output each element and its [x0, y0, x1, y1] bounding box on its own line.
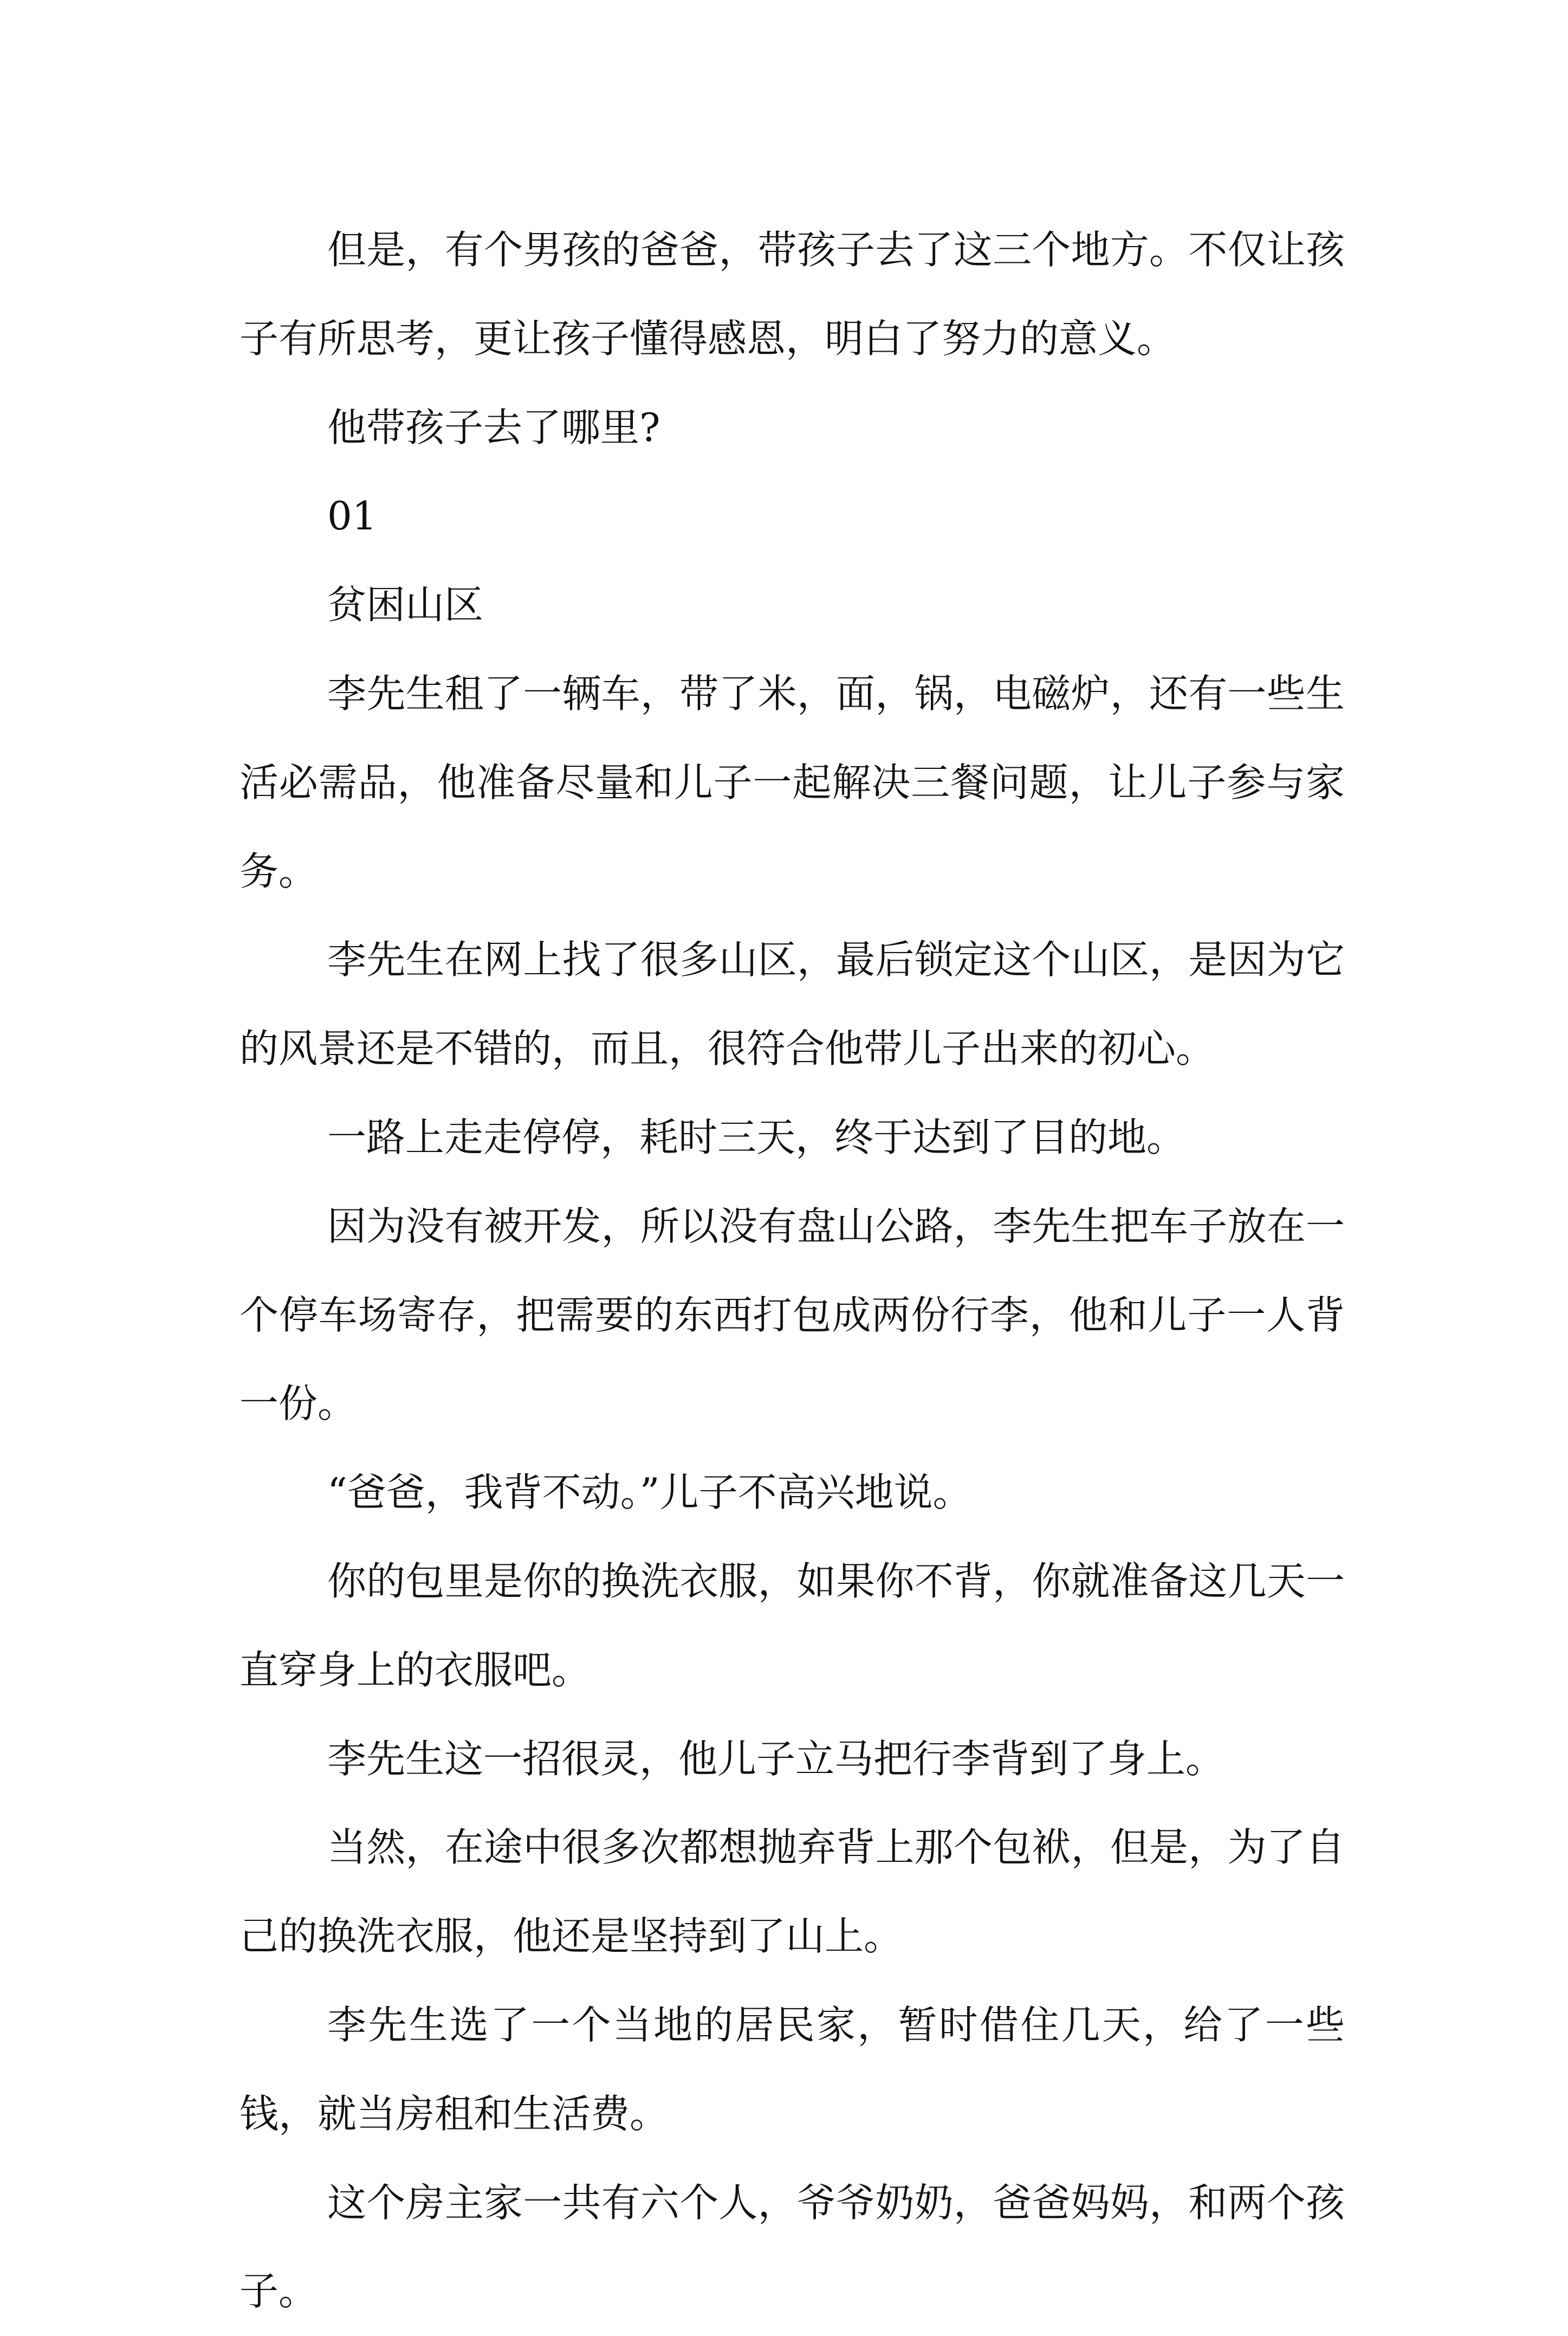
paragraph: 当然，在途中很多次都想抛弃背上那个包袱，但是，为了自己的换洗衣服，他还是坚持到了山上。: [239, 1824, 1345, 1959]
paragraph: 李先生租了一辆车，带了米，面，锅，电磁炉，还有一些生活必需品，他准备尽量和儿子一起解决三餐问题，让儿子参与家务。: [239, 670, 1345, 894]
paragraph: 李先生这一招很灵，他儿子立马把行李背到了身上。: [327, 1736, 1225, 1782]
paragraph: “爸爸，我背不动。”儿子不高兴地说。: [327, 1470, 972, 1516]
paragraph: 李先生选了一个当地的居民家，暂时借住几天，给了一些钱，就当房租和生活费。: [239, 2002, 1345, 2137]
paragraph: 他带孩子去了哪里?: [327, 404, 660, 450]
article-body: [239, 206, 1345, 2336]
section-heading: 贫困山区: [327, 582, 484, 628]
paragraph: 你的包里是你的换洗衣服，如果你不背，你就准备这几天一直穿身上的衣服吧。: [239, 1558, 1345, 1693]
paragraph: 因为没有被开发，所以没有盘山公路，李先生把车子放在一个停车场寄存，把需要的东西打包成两份行李，他和儿子一人背一份。: [239, 1203, 1345, 1427]
paragraph: 一路上走走停停，耗时三天，终于达到了目的地。: [327, 1114, 1186, 1160]
paragraph: 但是，有个男孩的爸爸，带孩子去了这三个地方。不仅让孩子有所思考，更让孩子懂得感恩，明白了努力的意义。: [239, 227, 1345, 361]
section-number: 01: [327, 493, 377, 539]
paragraph: 这个房主家一共有六个人，爷爷奶奶，爸爸妈妈，和两个孩子。: [239, 2179, 1345, 2314]
paragraph: 李先生在网上找了很多山区，最后锁定这个山区，是因为它的风景还是不错的，而且，很符合他带儿子出来的初心。: [239, 937, 1345, 1072]
